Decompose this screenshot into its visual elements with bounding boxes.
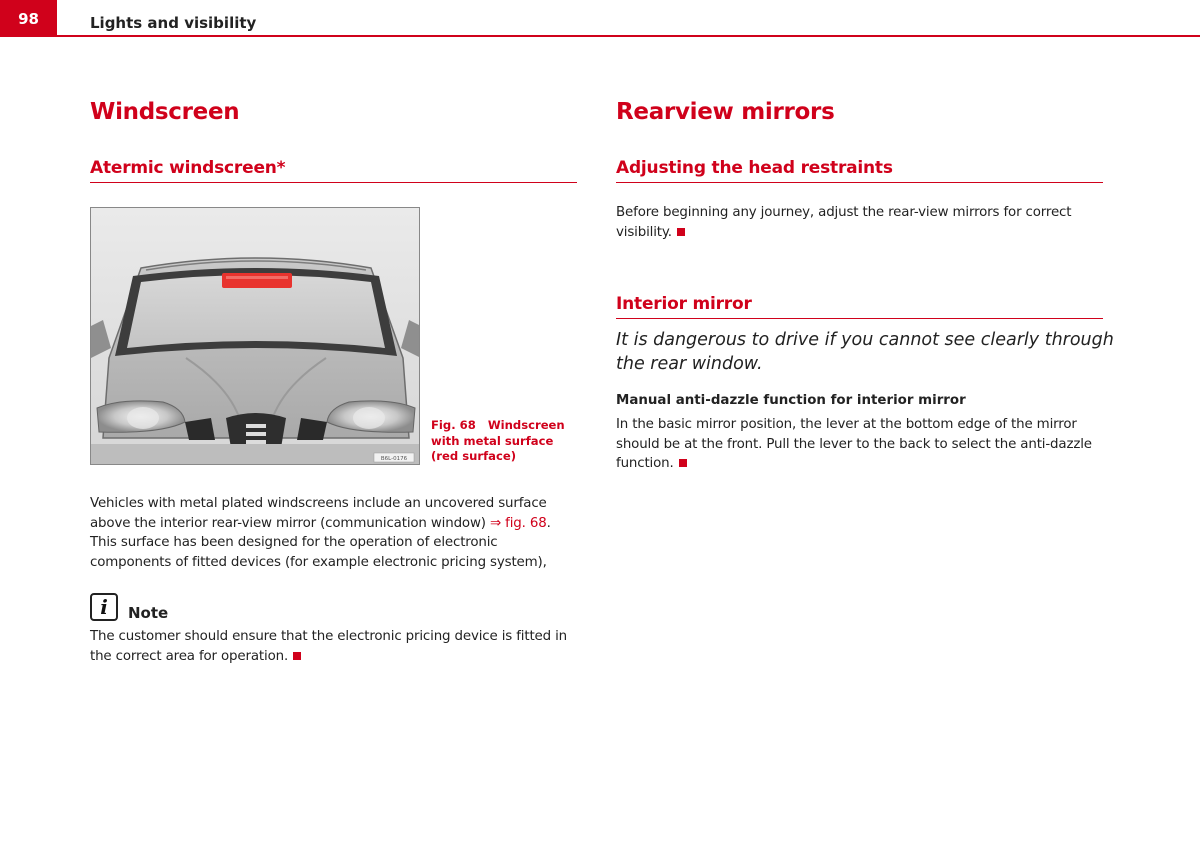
subtitle-rule bbox=[616, 182, 1103, 183]
running-head: Lights and visibility bbox=[90, 14, 257, 32]
warning-lead: It is dangerous to drive if you cannot see clearly through the rear window. bbox=[616, 330, 1114, 374]
subtitle-atermic-windscreen: Atermic windscreen* bbox=[90, 158, 286, 178]
subtitle-interior-mirror: Interior mirror bbox=[616, 294, 752, 314]
minor-heading-anti-dazzle: Manual anti-dazzle function for interior mirror bbox=[616, 393, 966, 408]
end-of-section-icon bbox=[293, 652, 301, 660]
anti-dazzle-paragraph bbox=[616, 415, 1106, 474]
end-of-section-icon bbox=[677, 228, 685, 236]
subtitle-adjusting: Adjusting the head restraints bbox=[616, 158, 893, 178]
windscreen-text-2: . This surface has been designed for the operation of electronic components of fitted devices (for example electronic pricing system), bbox=[90, 515, 551, 570]
section-title-rearview-mirrors: Rearview mirrors bbox=[616, 99, 835, 125]
figure-caption bbox=[431, 418, 581, 465]
figure-car-windscreen bbox=[90, 207, 420, 465]
header-rule bbox=[57, 35, 1200, 37]
note-paragraph bbox=[90, 627, 577, 666]
figure-link-arrow: ⇒ bbox=[489, 515, 502, 531]
subtitle-rule bbox=[90, 182, 577, 183]
info-icon: i bbox=[90, 593, 118, 621]
windscreen-paragraph bbox=[90, 494, 577, 572]
windscreen-text-1: Vehicles with metal plated windscreens include an uncovered surface above the interior rear-view mirror (communication window) bbox=[90, 496, 547, 531]
subtitle-rule bbox=[616, 318, 1103, 319]
car-front-illustration bbox=[91, 208, 420, 465]
anti-dazzle-text: In the basic mirror position, the lever at the bottom edge of the mirror should be at the front. Pull the lever to the back to select the anti-dazzle function. bbox=[616, 417, 1092, 472]
figure-caption-text: Windscreen with metal surface (red surface) bbox=[431, 418, 565, 463]
adjust-paragraph bbox=[616, 203, 1086, 242]
end-of-section-icon bbox=[679, 459, 687, 467]
section-title-windscreen: Windscreen bbox=[90, 99, 240, 125]
adjust-text: Before beginning any journey, adjust the rear-view mirrors for correct visibility. bbox=[616, 205, 1072, 240]
figure-link[interactable]: fig. 68 bbox=[505, 515, 547, 531]
note-text: The customer should ensure that the electronic pricing device is fitted in the correct area for operation. bbox=[90, 629, 567, 664]
page-number: 98 bbox=[0, 0, 57, 37]
figure-caption-label: Fig. 68 bbox=[431, 418, 476, 432]
note-title: Note bbox=[128, 604, 169, 622]
figure-code: B6L-0176 bbox=[380, 456, 408, 462]
